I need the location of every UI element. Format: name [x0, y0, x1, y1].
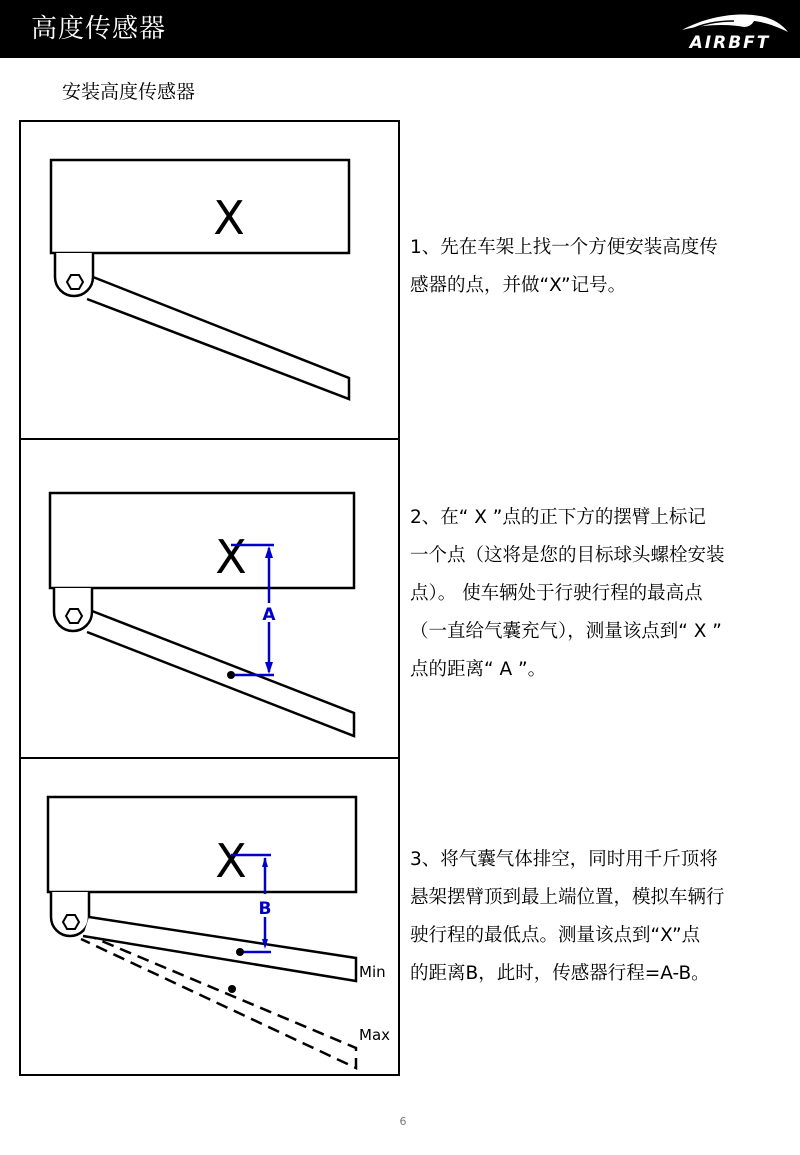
max-position-dot [228, 985, 236, 993]
step-line: 的距离B，此时，传感器行程=A-B。 [410, 963, 710, 984]
dimension-a-label: A [262, 605, 276, 625]
header-title: 高度传感器 [31, 14, 167, 44]
frame-arm-diagram-3 [21, 759, 398, 1074]
diagram-box [19, 120, 400, 1076]
car-swoosh-icon [668, 8, 793, 52]
x-mark-label: X [215, 530, 247, 584]
step-line: （一直给气囊充气），测量该点到“ X ” [410, 621, 722, 642]
step-line: 悬架摆臂顶到最上端位置，模拟车辆行 [410, 887, 725, 908]
diagram-panel-1 [21, 122, 398, 438]
dimension-b-label: B [258, 899, 272, 919]
step-line: 驶行程的最低点。测量该点到“X”点 [410, 925, 701, 946]
x-mark-label: X [213, 191, 245, 245]
page-number: 6 [399, 1115, 407, 1128]
logo-text: AIRBFT [689, 33, 771, 52]
step-line: 2、在“ X ”点的正下方的摆臂上标记 [410, 507, 706, 528]
diagram-panel-3 [21, 759, 398, 1074]
diagram-panel-2 [21, 440, 398, 757]
step-line: 感器的点，并做“X”记号。 [410, 275, 627, 296]
page-header [0, 0, 800, 58]
step-line: 点）。 使车辆处于行驶行程的最高点 [410, 583, 703, 604]
step-line: 一个点（这将是您的目标球头螺栓安装 [410, 545, 725, 566]
step-line: 1、先在车架上找一个方便安装高度传 [410, 237, 718, 258]
step-2-text [410, 499, 790, 689]
frame-arm-diagram-1 [21, 122, 398, 438]
section-subtitle: 安装高度传感器 [62, 81, 196, 103]
step-3-text [410, 841, 790, 993]
step-line: 3、将气囊气体排空，同时用千斤顶将 [410, 849, 718, 870]
frame-arm-diagram-2 [21, 440, 398, 757]
airbft-logo [668, 8, 793, 52]
x-mark-label: X [215, 834, 247, 888]
step-line: 点的距离“ A ”。 [410, 659, 547, 680]
max-label: Max [359, 1026, 391, 1044]
step-1-text [410, 229, 790, 305]
min-label: Min [359, 963, 386, 981]
